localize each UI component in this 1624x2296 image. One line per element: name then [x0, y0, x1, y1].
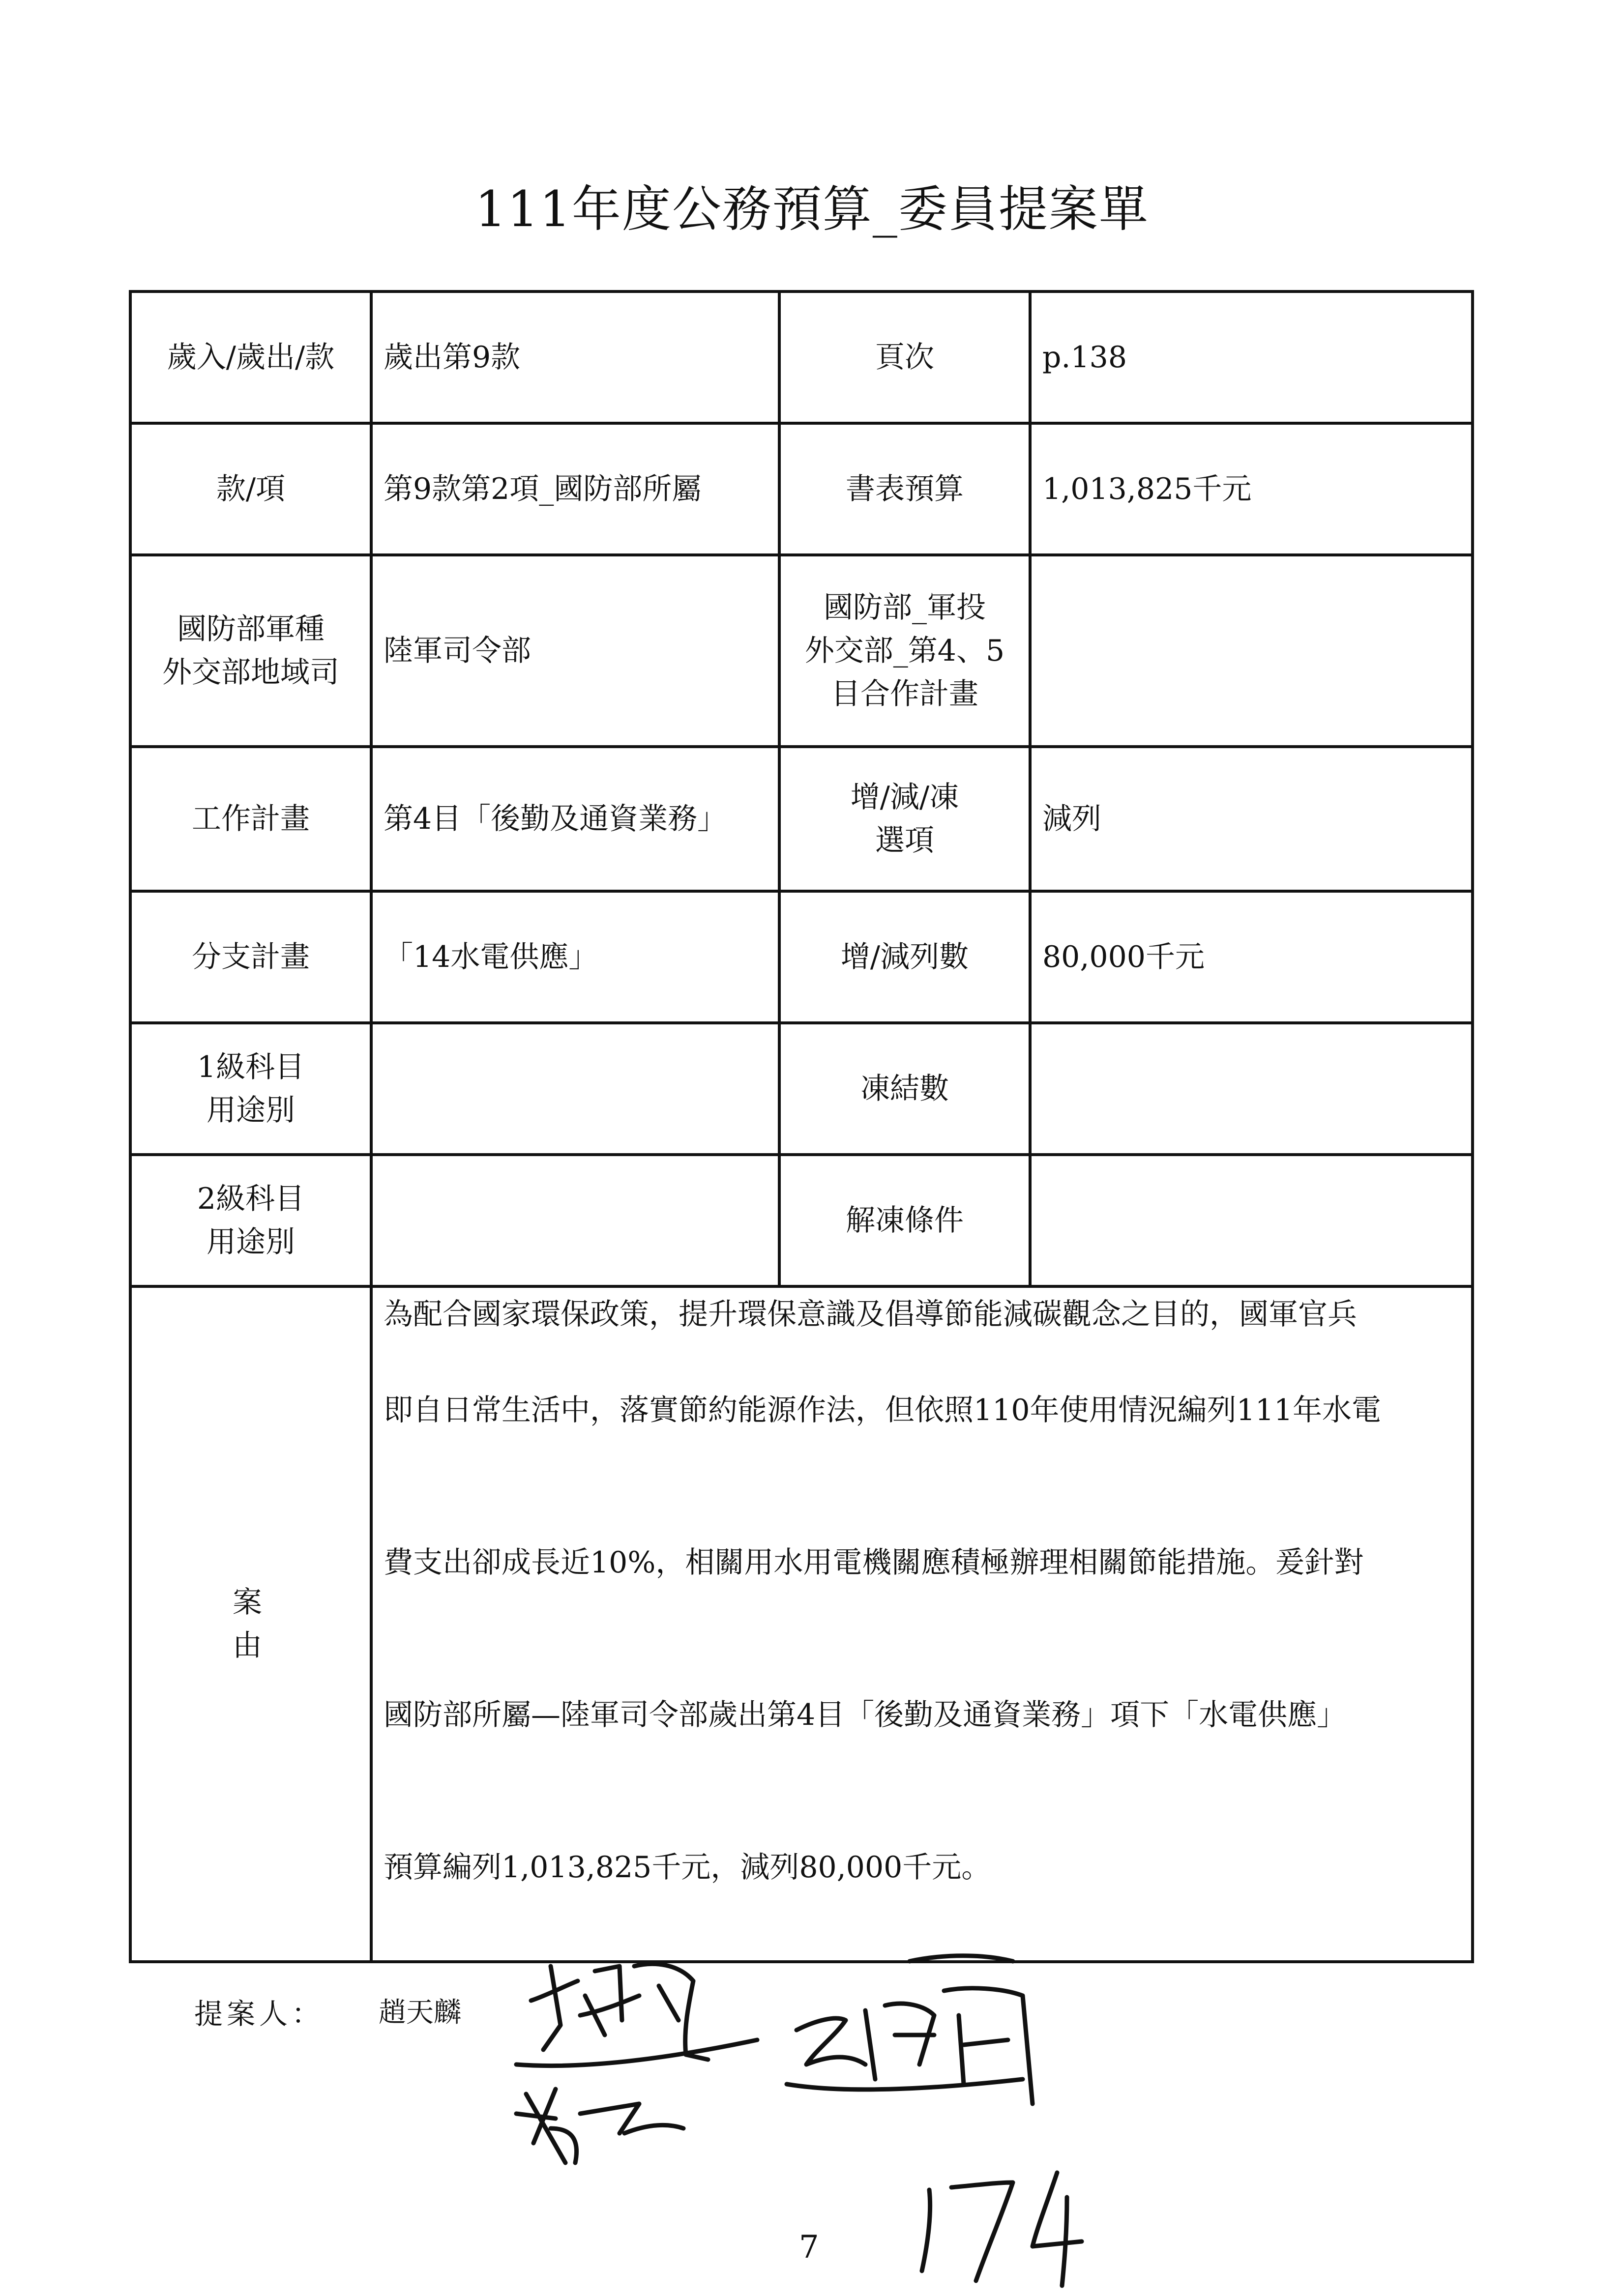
field-value: 陸軍司令部 — [371, 555, 779, 747]
proposer-name: 趙天麟 — [379, 1997, 461, 2029]
reason-label: 案由 — [130, 1286, 371, 1962]
field-label-line: 外交部地域司 — [162, 655, 339, 690]
field-label-line: 用途別 — [207, 1225, 295, 1259]
field-label-line: 用途別 — [207, 1093, 295, 1128]
field-label-line: 國防部_軍投 — [824, 590, 986, 625]
field-label-line: 選項 — [875, 823, 934, 858]
proposer-label: 提案人： — [194, 1997, 325, 2031]
field-value: 「14水電供應」 — [371, 891, 779, 1023]
field-label-line: 增/減/凍 — [850, 780, 959, 814]
reason-line: 費支出卻成長近10%，相關用水用電機關應積極辦理相關節能措施。爰針對 — [384, 1545, 1364, 1580]
signature-2 — [787, 1956, 1033, 2104]
field-value: 歲出第9款 — [371, 291, 779, 423]
field-label: 款/項 — [130, 423, 371, 555]
field-label-line: 國防部軍種 — [177, 612, 325, 646]
field-label: 歲入/歲出/款 — [130, 291, 371, 423]
field-value: 80,000千元 — [1030, 891, 1473, 1023]
page-title: 111年度公務預算_委員提案單 — [475, 180, 1149, 238]
page-number: 7 — [799, 2229, 819, 2266]
field-label: 頁次 — [779, 291, 1030, 423]
field-value: 1,013,825千元 — [1030, 423, 1473, 555]
field-label-line: 2級科目 — [197, 1182, 305, 1216]
field-label: 工作計畫 — [130, 747, 371, 891]
field-label: 解凍條件 — [779, 1155, 1030, 1286]
field-label: 凍結數 — [779, 1023, 1030, 1155]
reason-line: 即自日常生活中，落實節約能源作法，但依照110年使用情況編列111年水電 — [384, 1393, 1382, 1427]
reason-line: 國防部所屬—陸軍司令部歲出第4目「後勤及通資業務」項下「水電供應」 — [384, 1698, 1347, 1732]
field-label-line: 目合作計畫 — [831, 677, 978, 711]
field-value: 第4目「後勤及通資業務」 — [371, 747, 779, 891]
field-value: 第9款第2項_國防部所屬 — [371, 423, 779, 555]
reason-line: 為配合國家環保政策，提升環保意識及倡導節能減碳觀念之目的，國軍官兵 — [384, 1297, 1357, 1332]
field-value: p.138 — [1030, 291, 1473, 423]
field-label: 分支計畫 — [130, 891, 371, 1023]
field-label: 增/減列數 — [779, 891, 1030, 1023]
handwritten-number — [922, 2173, 1082, 2286]
field-label-line: 外交部_第4、5 — [804, 634, 1005, 668]
field-value: 減列 — [1030, 747, 1473, 891]
field-label-line: 1級科目 — [197, 1050, 305, 1084]
signature-1 — [516, 1964, 757, 2163]
reason-line: 預算編列1,013,825千元，減列80,000千元。 — [384, 1850, 991, 1885]
field-label: 書表預算 — [779, 423, 1030, 555]
